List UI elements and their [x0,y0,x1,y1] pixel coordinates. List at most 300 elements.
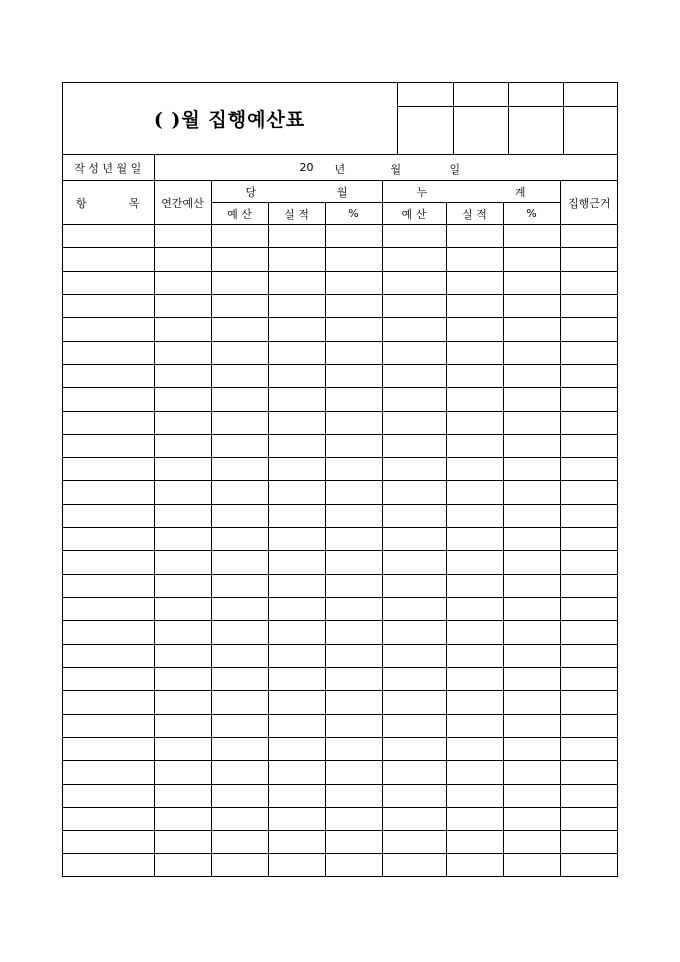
table-cell[interactable] [268,225,325,248]
table-cell[interactable] [325,831,382,854]
approval-cell[interactable] [453,106,508,154]
table-cell[interactable] [560,225,618,248]
table-cell[interactable] [446,318,503,341]
table-cell[interactable] [382,388,446,411]
table-cell[interactable] [325,807,382,830]
table-cell[interactable] [268,341,325,364]
table-cell[interactable] [62,388,154,411]
table-cell[interactable] [62,831,154,854]
table-cell[interactable] [560,248,618,271]
table-cell[interactable] [211,318,268,341]
table-cell[interactable] [211,667,268,690]
table-cell[interactable] [446,481,503,504]
table-cell[interactable] [382,831,446,854]
title-box [62,82,398,154]
table-cell[interactable] [62,411,154,434]
table-cell[interactable] [382,528,446,551]
table-cell[interactable] [268,528,325,551]
table-cell[interactable] [560,318,618,341]
table-cell[interactable] [503,784,560,807]
table-cell[interactable] [325,644,382,667]
table-cell[interactable] [382,667,446,690]
table-cell[interactable] [211,831,268,854]
table-cell[interactable] [268,271,325,294]
table-cell[interactable] [446,854,503,877]
table-cell[interactable] [325,691,382,714]
table-cell[interactable] [560,411,618,434]
table-cell[interactable] [268,318,325,341]
table-cell[interactable] [560,551,618,574]
table-cell[interactable] [382,248,446,271]
table-cell[interactable] [211,528,268,551]
table-cell[interactable] [325,271,382,294]
table-cell[interactable] [62,364,154,387]
table-cell[interactable] [446,364,503,387]
table-cell[interactable] [62,225,154,248]
table-cell[interactable] [325,528,382,551]
table-row [62,434,618,457]
table-cell[interactable] [62,294,154,317]
table-cell[interactable] [503,481,560,504]
table-cell[interactable] [503,691,560,714]
header-budget: 예 산 [211,203,268,225]
table-row [62,271,618,294]
table-cell[interactable] [446,458,503,481]
table-cell[interactable] [503,318,560,341]
table-cell[interactable] [503,574,560,597]
table-cell[interactable] [62,761,154,784]
table-cell[interactable] [446,504,503,527]
table-cell[interactable] [503,458,560,481]
table-cell[interactable] [382,411,446,434]
table-cell[interactable] [560,761,618,784]
approval-cell[interactable] [508,82,563,106]
table-cell[interactable] [62,621,154,644]
table-cell[interactable] [325,504,382,527]
table-row [62,341,618,364]
table-cell[interactable] [446,271,503,294]
table-cell[interactable] [382,318,446,341]
table-cell[interactable] [446,714,503,737]
table-cell[interactable] [268,621,325,644]
table-cell[interactable] [325,667,382,690]
table-row [62,691,618,714]
table-cell[interactable] [62,807,154,830]
table-cell[interactable] [446,551,503,574]
table-cell[interactable] [560,691,618,714]
approval-cell[interactable] [453,82,508,106]
table-cell[interactable] [503,225,560,248]
table-cell[interactable] [268,807,325,830]
table-cell[interactable] [268,574,325,597]
approval-cell[interactable] [398,82,453,106]
header-item [62,181,154,225]
table-cell[interactable] [503,831,560,854]
table-cell[interactable] [211,761,268,784]
table-cell[interactable] [268,854,325,877]
table-cell[interactable] [211,364,268,387]
table-cell[interactable] [560,504,618,527]
table-cell[interactable] [268,364,325,387]
table-cell[interactable] [382,271,446,294]
table-cell[interactable] [382,621,446,644]
table-cell[interactable] [211,458,268,481]
table-cell[interactable] [62,341,154,364]
table-cell[interactable] [211,714,268,737]
header-current-month-2: 월 [336,185,348,199]
table-cell[interactable] [325,481,382,504]
table-cell[interactable] [211,598,268,621]
table-cell[interactable] [154,271,211,294]
table-row [62,737,618,760]
table-cell[interactable] [446,691,503,714]
table-cell[interactable] [382,504,446,527]
table-cell[interactable] [154,854,211,877]
table-cell[interactable] [446,831,503,854]
table-cell[interactable] [446,225,503,248]
table-cell[interactable] [268,551,325,574]
table-cell[interactable] [560,854,618,877]
table-cell[interactable] [325,784,382,807]
table-cell[interactable] [446,807,503,830]
table-cell[interactable] [154,225,211,248]
table-cell[interactable] [503,294,560,317]
table-cell[interactable] [154,667,211,690]
table-cell[interactable] [154,574,211,597]
table-cell[interactable] [154,411,211,434]
table-cell[interactable] [503,411,560,434]
table-cell[interactable] [503,598,560,621]
table-cell[interactable] [382,737,446,760]
table-cell[interactable] [62,598,154,621]
table-cell[interactable] [382,574,446,597]
table-cell[interactable] [503,248,560,271]
table-row [62,807,618,830]
table-cell[interactable] [62,691,154,714]
table-cell[interactable] [446,434,503,457]
table-cell[interactable] [62,644,154,667]
table-cell[interactable] [268,458,325,481]
date-label [62,155,154,181]
table-cell[interactable] [382,598,446,621]
table-row [62,388,618,411]
table-cell[interactable] [446,528,503,551]
table-cell[interactable] [62,504,154,527]
table-row [62,574,618,597]
table-cell[interactable] [268,504,325,527]
table-cell[interactable] [325,737,382,760]
table-cell[interactable] [154,318,211,341]
table-row [62,621,618,644]
table-cell[interactable] [446,388,503,411]
date-value-cell[interactable] [154,155,618,181]
table-cell[interactable] [211,388,268,411]
table-cell[interactable] [503,807,560,830]
table-cell[interactable] [325,364,382,387]
table-cell[interactable] [382,364,446,387]
table-row [62,598,618,621]
table-cell[interactable] [268,737,325,760]
table-cell[interactable] [154,504,211,527]
table-cell[interactable] [154,434,211,457]
table-cell[interactable] [62,784,154,807]
table-cell[interactable] [154,341,211,364]
table-row [62,318,618,341]
table-cell[interactable] [325,388,382,411]
table-cell[interactable] [446,761,503,784]
table-cell[interactable] [382,691,446,714]
table-cell[interactable] [446,294,503,317]
table-cell[interactable] [62,737,154,760]
table-cell[interactable] [211,341,268,364]
table-cell[interactable] [560,434,618,457]
table-body [62,225,618,878]
table-cell[interactable] [446,598,503,621]
table-row [62,854,618,877]
table-cell[interactable] [268,644,325,667]
table-cell[interactable] [560,528,618,551]
table-cell[interactable] [503,737,560,760]
table-cell[interactable] [503,621,560,644]
table-cell[interactable] [268,831,325,854]
header-actual-cumulative: 실 적 [446,203,503,225]
table-cell[interactable] [154,784,211,807]
table-cell[interactable] [211,854,268,877]
table-cell[interactable] [503,528,560,551]
table-cell[interactable] [446,621,503,644]
table-cell[interactable] [560,737,618,760]
table-cell[interactable] [325,574,382,597]
year-label: 년 [334,162,346,176]
table-row [62,784,618,807]
table-cell[interactable] [503,271,560,294]
approval-cell[interactable] [398,106,453,154]
table-cell[interactable] [382,551,446,574]
table-cell[interactable] [62,248,154,271]
table-cell[interactable] [382,434,446,457]
table-row [62,761,618,784]
table-cell[interactable] [211,225,268,248]
table-cell[interactable] [560,458,618,481]
table-cell[interactable] [382,341,446,364]
table-cell[interactable] [154,691,211,714]
table-cell[interactable] [154,831,211,854]
table-cell[interactable] [325,294,382,317]
table-cell[interactable] [154,294,211,317]
table-cell[interactable] [446,784,503,807]
table-cell[interactable] [325,318,382,341]
table-cell[interactable] [62,458,154,481]
table-row [62,411,618,434]
table-cell[interactable] [325,341,382,364]
table-cell[interactable] [268,761,325,784]
table-cell[interactable] [211,271,268,294]
table-cell[interactable] [503,761,560,784]
table-cell[interactable] [325,761,382,784]
table-cell[interactable] [268,411,325,434]
table-cell[interactable] [560,714,618,737]
table-cell[interactable] [211,807,268,830]
table-cell[interactable] [382,458,446,481]
table-cell[interactable] [211,691,268,714]
table-cell[interactable] [268,481,325,504]
table-row [62,504,618,527]
table-cell[interactable] [211,737,268,760]
header-cumulative [382,181,560,203]
table-cell[interactable] [446,411,503,434]
approval-cell[interactable] [563,106,618,154]
table-cell[interactable] [325,411,382,434]
table-row [62,481,618,504]
approval-cell[interactable] [563,82,618,106]
table-cell[interactable] [325,854,382,877]
table-cell[interactable] [560,271,618,294]
table-cell[interactable] [382,761,446,784]
table-cell[interactable] [154,364,211,387]
table-cell[interactable] [560,481,618,504]
table-cell[interactable] [560,644,618,667]
table-cell[interactable] [211,481,268,504]
table-row [62,831,618,854]
table-cell[interactable] [154,598,211,621]
table-cell[interactable] [62,714,154,737]
table-cell[interactable] [382,225,446,248]
table-cell[interactable] [154,551,211,574]
table-cell[interactable] [503,667,560,690]
table-cell[interactable] [268,388,325,411]
table-cell[interactable] [211,621,268,644]
table-cell[interactable] [560,807,618,830]
table-cell[interactable] [503,364,560,387]
approval-cell[interactable] [508,106,563,154]
table-cell[interactable] [503,644,560,667]
table-cell[interactable] [154,644,211,667]
table-cell[interactable] [62,434,154,457]
table-row [62,294,618,317]
table-cell[interactable] [154,481,211,504]
table-cell[interactable] [62,574,154,597]
table-cell[interactable] [268,691,325,714]
table-cell[interactable] [154,458,211,481]
table-cell[interactable] [446,341,503,364]
table-cell[interactable] [503,388,560,411]
header-annual-budget: 연간예산 [154,181,211,225]
table-cell[interactable] [325,551,382,574]
table-cell[interactable] [211,574,268,597]
header-percent: % [325,203,382,225]
table-cell[interactable] [382,784,446,807]
table-cell[interactable] [560,598,618,621]
table-cell[interactable] [154,528,211,551]
table-cell[interactable] [154,761,211,784]
table-cell[interactable] [211,411,268,434]
table-cell[interactable] [446,667,503,690]
table-cell[interactable] [268,598,325,621]
table-cell[interactable] [503,341,560,364]
table-cell[interactable] [503,714,560,737]
table-cell[interactable] [62,667,154,690]
header-percent-cumulative: % [503,203,560,225]
table-cell[interactable] [154,248,211,271]
table-cell[interactable] [560,388,618,411]
table-cell[interactable] [325,621,382,644]
table-cell[interactable] [211,504,268,527]
table-cell[interactable] [268,248,325,271]
table-cell[interactable] [325,248,382,271]
table-cell[interactable] [382,644,446,667]
table-cell[interactable] [268,434,325,457]
table-cell[interactable] [211,294,268,317]
table-cell[interactable] [62,271,154,294]
table-cell[interactable] [62,528,154,551]
table-cell[interactable] [560,294,618,317]
table-cell[interactable] [503,504,560,527]
table-cell[interactable] [211,434,268,457]
header-current-month-1: 당 [245,185,257,199]
table-cell[interactable] [503,434,560,457]
table-cell[interactable] [560,364,618,387]
table-cell[interactable] [382,854,446,877]
table-cell[interactable] [503,551,560,574]
table-cell[interactable] [560,341,618,364]
table-cell[interactable] [325,458,382,481]
table-cell[interactable] [325,714,382,737]
table-cell[interactable] [154,807,211,830]
table-cell[interactable] [382,807,446,830]
table-cell[interactable] [211,248,268,271]
table-cell[interactable] [268,714,325,737]
table-cell[interactable] [154,388,211,411]
table-cell[interactable] [268,294,325,317]
table-row [62,667,618,690]
table-cell[interactable] [62,318,154,341]
table-cell[interactable] [325,225,382,248]
table-cell[interactable] [325,434,382,457]
table-cell[interactable] [560,574,618,597]
table-cell[interactable] [382,294,446,317]
header-current-month [211,181,382,203]
table-cell[interactable] [154,737,211,760]
table-cell[interactable] [268,784,325,807]
table-cell[interactable] [560,621,618,644]
table-cell[interactable] [560,667,618,690]
table-cell[interactable] [382,481,446,504]
table-cell[interactable] [446,574,503,597]
table-cell[interactable] [62,551,154,574]
table-cell[interactable] [211,784,268,807]
table-cell[interactable] [446,644,503,667]
table-cell[interactable] [560,784,618,807]
table-row [62,644,618,667]
table-cell[interactable] [154,621,211,644]
table-cell[interactable] [325,598,382,621]
table-cell[interactable] [503,854,560,877]
budget-table [62,154,618,877]
table-row [62,364,618,387]
table-cell[interactable] [211,551,268,574]
table-cell[interactable] [446,248,503,271]
table-cell[interactable] [268,667,325,690]
table-cell[interactable] [446,737,503,760]
table-cell[interactable] [154,714,211,737]
table-cell[interactable] [62,481,154,504]
year-prefix: 20 [299,160,314,174]
table-cell[interactable] [211,644,268,667]
header-budget-cumulative: 예 산 [382,203,446,225]
table-cell[interactable] [62,854,154,877]
table-cell[interactable] [560,831,618,854]
table-cell[interactable] [382,714,446,737]
